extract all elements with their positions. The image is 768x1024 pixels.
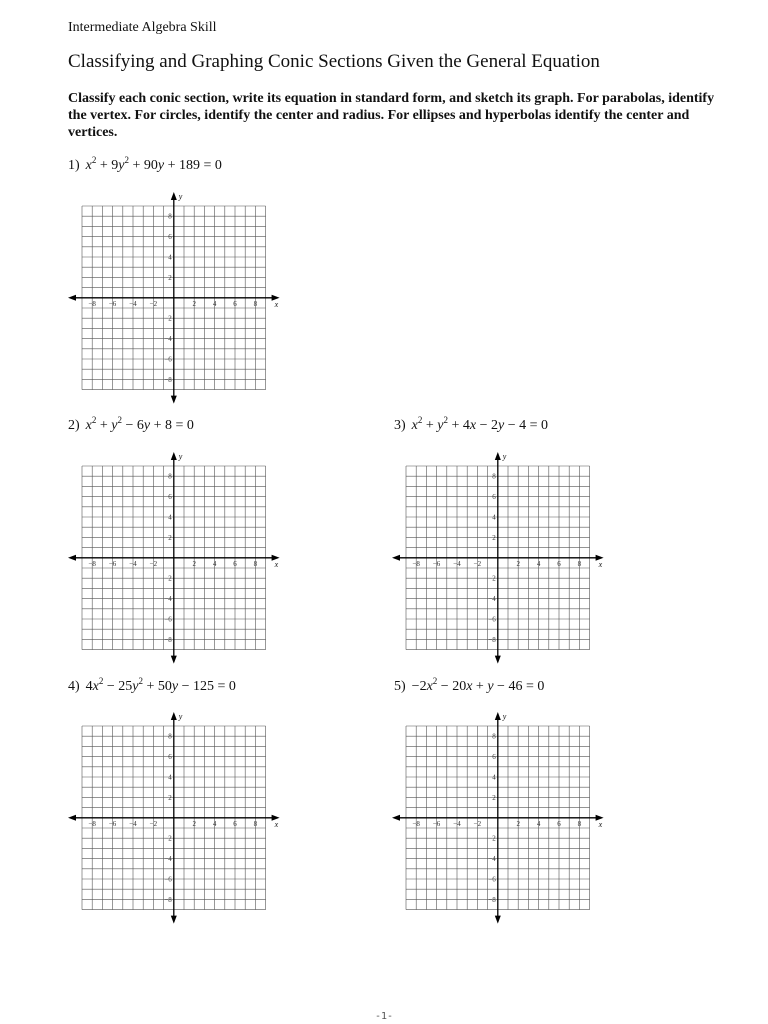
y-tick-label: −2 — [164, 314, 172, 323]
equation-term: −2 — [411, 679, 427, 694]
problem-equation — [411, 676, 545, 694]
y-tick-label: 6 — [168, 233, 172, 242]
problem-3-graph[interactable] — [386, 446, 606, 666]
equation-term: 4 — [85, 679, 93, 694]
equation-exponent: 2 — [117, 415, 123, 425]
y-axis-arrow-down-icon — [171, 656, 177, 664]
x-tick-label: 2 — [192, 559, 196, 568]
y-tick-label: 2 — [492, 793, 496, 802]
y-tick-label: 8 — [492, 472, 496, 481]
x-tick-label: 2 — [516, 819, 520, 828]
equation-term: + 9 — [96, 158, 119, 173]
equation-term: + 90 — [129, 158, 158, 173]
y-axis-arrow-up-icon — [171, 452, 177, 460]
equation-variable: x — [411, 418, 418, 433]
y-tick-label: 4 — [492, 773, 496, 782]
y-tick-label: 4 — [168, 513, 172, 522]
instructions: Classify each conic section, write its equation in standard form, and sketch its graph. For parabolas, identify the vertex. For circles, identify the center and radius. For ellipses and hyperbolas identify the center and vertices. — [68, 91, 715, 140]
x-tick-label: −6 — [108, 559, 117, 568]
y-tick-label: −2 — [164, 574, 172, 583]
y-tick-label: 6 — [168, 493, 172, 502]
y-axis-arrow-down-icon — [495, 656, 501, 664]
y-axis-arrow-down-icon — [171, 396, 177, 404]
y-tick-label: −8 — [488, 635, 496, 644]
problem-4-graph[interactable] — [62, 706, 282, 926]
x-tick-label: 6 — [557, 819, 561, 828]
x-tick-label: −4 — [453, 559, 461, 568]
x-tick-label: −2 — [149, 559, 158, 568]
y-tick-label: −4 — [164, 595, 172, 604]
equation-term: + — [472, 679, 488, 694]
x-axis-label: x — [598, 819, 603, 829]
x-tick-label: −8 — [88, 559, 96, 568]
equation-term: − 125 = 0 — [178, 679, 236, 694]
equation-variable: y — [111, 418, 118, 433]
x-tick-label: −2 — [149, 819, 158, 828]
y-tick-label: 4 — [492, 513, 496, 522]
problem-number: 1) — [68, 158, 80, 173]
x-axis-label: x — [274, 299, 279, 309]
equation-term: + — [96, 418, 112, 433]
y-tick-label: −8 — [488, 895, 496, 904]
y-axis-arrow-down-icon — [171, 916, 177, 924]
y-tick-label: 2 — [168, 793, 172, 802]
problem-3-label — [394, 415, 549, 434]
y-tick-label: 8 — [492, 732, 496, 741]
equation-variable: x — [466, 679, 473, 694]
y-tick-label: −8 — [164, 635, 172, 644]
equation-variable: y — [132, 679, 139, 694]
problem-number: 2) — [68, 418, 80, 433]
y-tick-label: −6 — [488, 875, 496, 884]
problem-number: 5) — [394, 679, 406, 694]
y-tick-label: −4 — [488, 595, 496, 604]
y-tick-label: −6 — [164, 615, 172, 624]
equation-variable: y — [118, 158, 125, 173]
coordinate-grid[interactable] — [62, 706, 282, 926]
worksheet-title: Classifying and Graphing Conic Sections Given the General Equation — [68, 51, 600, 72]
problem-2-label — [68, 415, 194, 434]
coordinate-grid[interactable] — [386, 446, 606, 666]
problem-2-graph[interactable] — [62, 446, 282, 666]
y-axis-arrow-up-icon — [495, 712, 501, 720]
x-tick-label: −4 — [453, 819, 461, 828]
x-tick-label: 8 — [253, 299, 258, 308]
equation-exponent: 2 — [417, 415, 423, 425]
equation-term: − 25 — [103, 679, 133, 694]
equation-variable: y — [437, 418, 444, 433]
equation-exponent: 2 — [138, 676, 144, 686]
equation-term: − 46 = 0 — [493, 679, 545, 694]
x-tick-label: −8 — [88, 299, 96, 308]
equation-term: − 6 — [122, 418, 144, 433]
equation-variable: y — [498, 418, 505, 433]
problem-1-label — [68, 155, 222, 174]
coordinate-grid[interactable] — [62, 446, 282, 666]
y-axis-arrow-up-icon — [495, 452, 501, 460]
problem-1-graph[interactable] — [62, 186, 282, 406]
equation-exponent: 2 — [91, 415, 97, 425]
equation-variable: x — [92, 679, 99, 694]
x-axis-arrow-left-icon — [392, 555, 400, 561]
x-tick-label: −8 — [88, 819, 96, 828]
equation-term: + 8 = 0 — [150, 418, 194, 433]
y-tick-label: 8 — [168, 212, 172, 221]
problem-4-label — [68, 676, 236, 695]
x-tick-label: −8 — [412, 819, 420, 828]
x-tick-label: 6 — [233, 819, 237, 828]
x-axis-label: x — [274, 819, 279, 829]
y-tick-label: 2 — [492, 533, 496, 542]
y-axis-arrow-up-icon — [171, 192, 177, 200]
y-tick-label: −2 — [488, 834, 496, 843]
problem-equation — [85, 155, 222, 173]
page-number: -1- — [374, 1011, 394, 1022]
equation-variable: x — [85, 158, 92, 173]
equation-variable: y — [157, 158, 165, 173]
worksheet-subject: Intermediate Algebra Skill — [68, 20, 217, 35]
problem-number: 4) — [68, 679, 80, 694]
x-tick-label: 4 — [536, 559, 541, 568]
x-tick-label: −2 — [473, 559, 482, 568]
x-tick-label: 4 — [536, 819, 541, 828]
y-tick-label: 6 — [492, 493, 496, 502]
equation-exponent: 2 — [91, 155, 97, 165]
equation-variable: y — [143, 418, 151, 433]
x-axis-arrow-left-icon — [68, 555, 76, 561]
x-tick-label: 4 — [212, 559, 217, 568]
y-tick-label: 8 — [168, 732, 172, 741]
x-tick-label: 2 — [516, 559, 520, 568]
x-tick-label: 8 — [253, 819, 258, 828]
x-tick-label: −4 — [129, 299, 137, 308]
equation-exponent: 2 — [432, 676, 438, 686]
equation-variable: x — [469, 418, 477, 433]
equation-term: + 50 — [143, 679, 172, 694]
equation-term: − 20 — [437, 679, 467, 694]
y-tick-label: −2 — [164, 834, 172, 843]
coordinate-grid[interactable] — [62, 186, 282, 406]
y-axis-arrow-down-icon — [495, 916, 501, 924]
coordinate-grid[interactable] — [386, 706, 606, 926]
y-tick-label: −6 — [488, 615, 496, 624]
x-tick-label: 8 — [577, 559, 582, 568]
x-tick-label: −6 — [108, 819, 117, 828]
y-tick-label: −4 — [488, 855, 496, 864]
x-tick-label: 4 — [212, 819, 217, 828]
equation-variable: x — [85, 418, 92, 433]
y-tick-label: 4 — [168, 773, 172, 782]
y-tick-label: 2 — [168, 273, 172, 282]
x-tick-label: 6 — [233, 299, 237, 308]
x-tick-label: −6 — [108, 299, 117, 308]
x-tick-label: −2 — [473, 819, 482, 828]
x-tick-label: 8 — [577, 819, 582, 828]
x-tick-label: −6 — [432, 559, 441, 568]
x-axis-label: x — [598, 559, 603, 569]
equation-term: + — [422, 418, 438, 433]
x-tick-label: 6 — [233, 559, 237, 568]
x-tick-label: 2 — [192, 299, 196, 308]
equation-exponent: 2 — [124, 155, 130, 165]
y-axis-label: y — [178, 192, 183, 201]
x-tick-label: −4 — [129, 819, 137, 828]
equation-term: − 4 = 0 — [504, 418, 549, 433]
y-tick-label: 6 — [492, 753, 496, 762]
y-tick-label: 8 — [168, 472, 172, 481]
y-tick-label: 4 — [168, 253, 172, 262]
y-tick-label: −6 — [164, 875, 172, 884]
y-tick-label: −4 — [164, 855, 172, 864]
x-tick-label: 4 — [212, 299, 217, 308]
y-axis-arrow-up-icon — [171, 712, 177, 720]
y-tick-label: −2 — [488, 574, 496, 583]
y-tick-label: −4 — [164, 335, 172, 344]
x-axis-label: x — [274, 559, 279, 569]
x-tick-label: 6 — [557, 559, 561, 568]
x-axis-arrow-left-icon — [68, 815, 76, 821]
y-tick-label: 2 — [168, 533, 172, 542]
y-axis-label: y — [502, 712, 507, 721]
equation-term: + 189 = 0 — [164, 158, 222, 173]
problem-5-graph[interactable] — [386, 706, 606, 926]
y-tick-label: −8 — [164, 895, 172, 904]
problem-equation — [411, 415, 549, 433]
equation-variable: y — [487, 679, 494, 694]
problem-number: 3) — [394, 418, 406, 433]
x-tick-label: −6 — [432, 819, 441, 828]
x-tick-label: 2 — [192, 819, 196, 828]
x-axis-arrow-left-icon — [68, 295, 76, 301]
x-tick-label: −4 — [129, 559, 137, 568]
equation-exponent: 2 — [98, 676, 104, 686]
y-axis-label: y — [178, 452, 183, 461]
x-axis-arrow-left-icon — [392, 815, 400, 821]
y-axis-label: y — [502, 452, 507, 461]
y-axis-label: y — [178, 712, 183, 721]
equation-exponent: 2 — [443, 415, 449, 425]
y-tick-label: 6 — [168, 753, 172, 762]
x-tick-label: 8 — [253, 559, 258, 568]
x-tick-label: −2 — [149, 299, 158, 308]
problem-equation — [85, 415, 194, 433]
equation-variable: x — [426, 679, 433, 694]
equation-term: + 4 — [448, 418, 470, 433]
problem-equation — [85, 676, 236, 694]
x-tick-label: −8 — [412, 559, 420, 568]
equation-variable: y — [171, 679, 179, 694]
y-tick-label: −8 — [164, 375, 172, 384]
equation-term: − 2 — [476, 418, 499, 433]
y-tick-label: −6 — [164, 355, 172, 364]
problem-5-label — [394, 676, 545, 695]
